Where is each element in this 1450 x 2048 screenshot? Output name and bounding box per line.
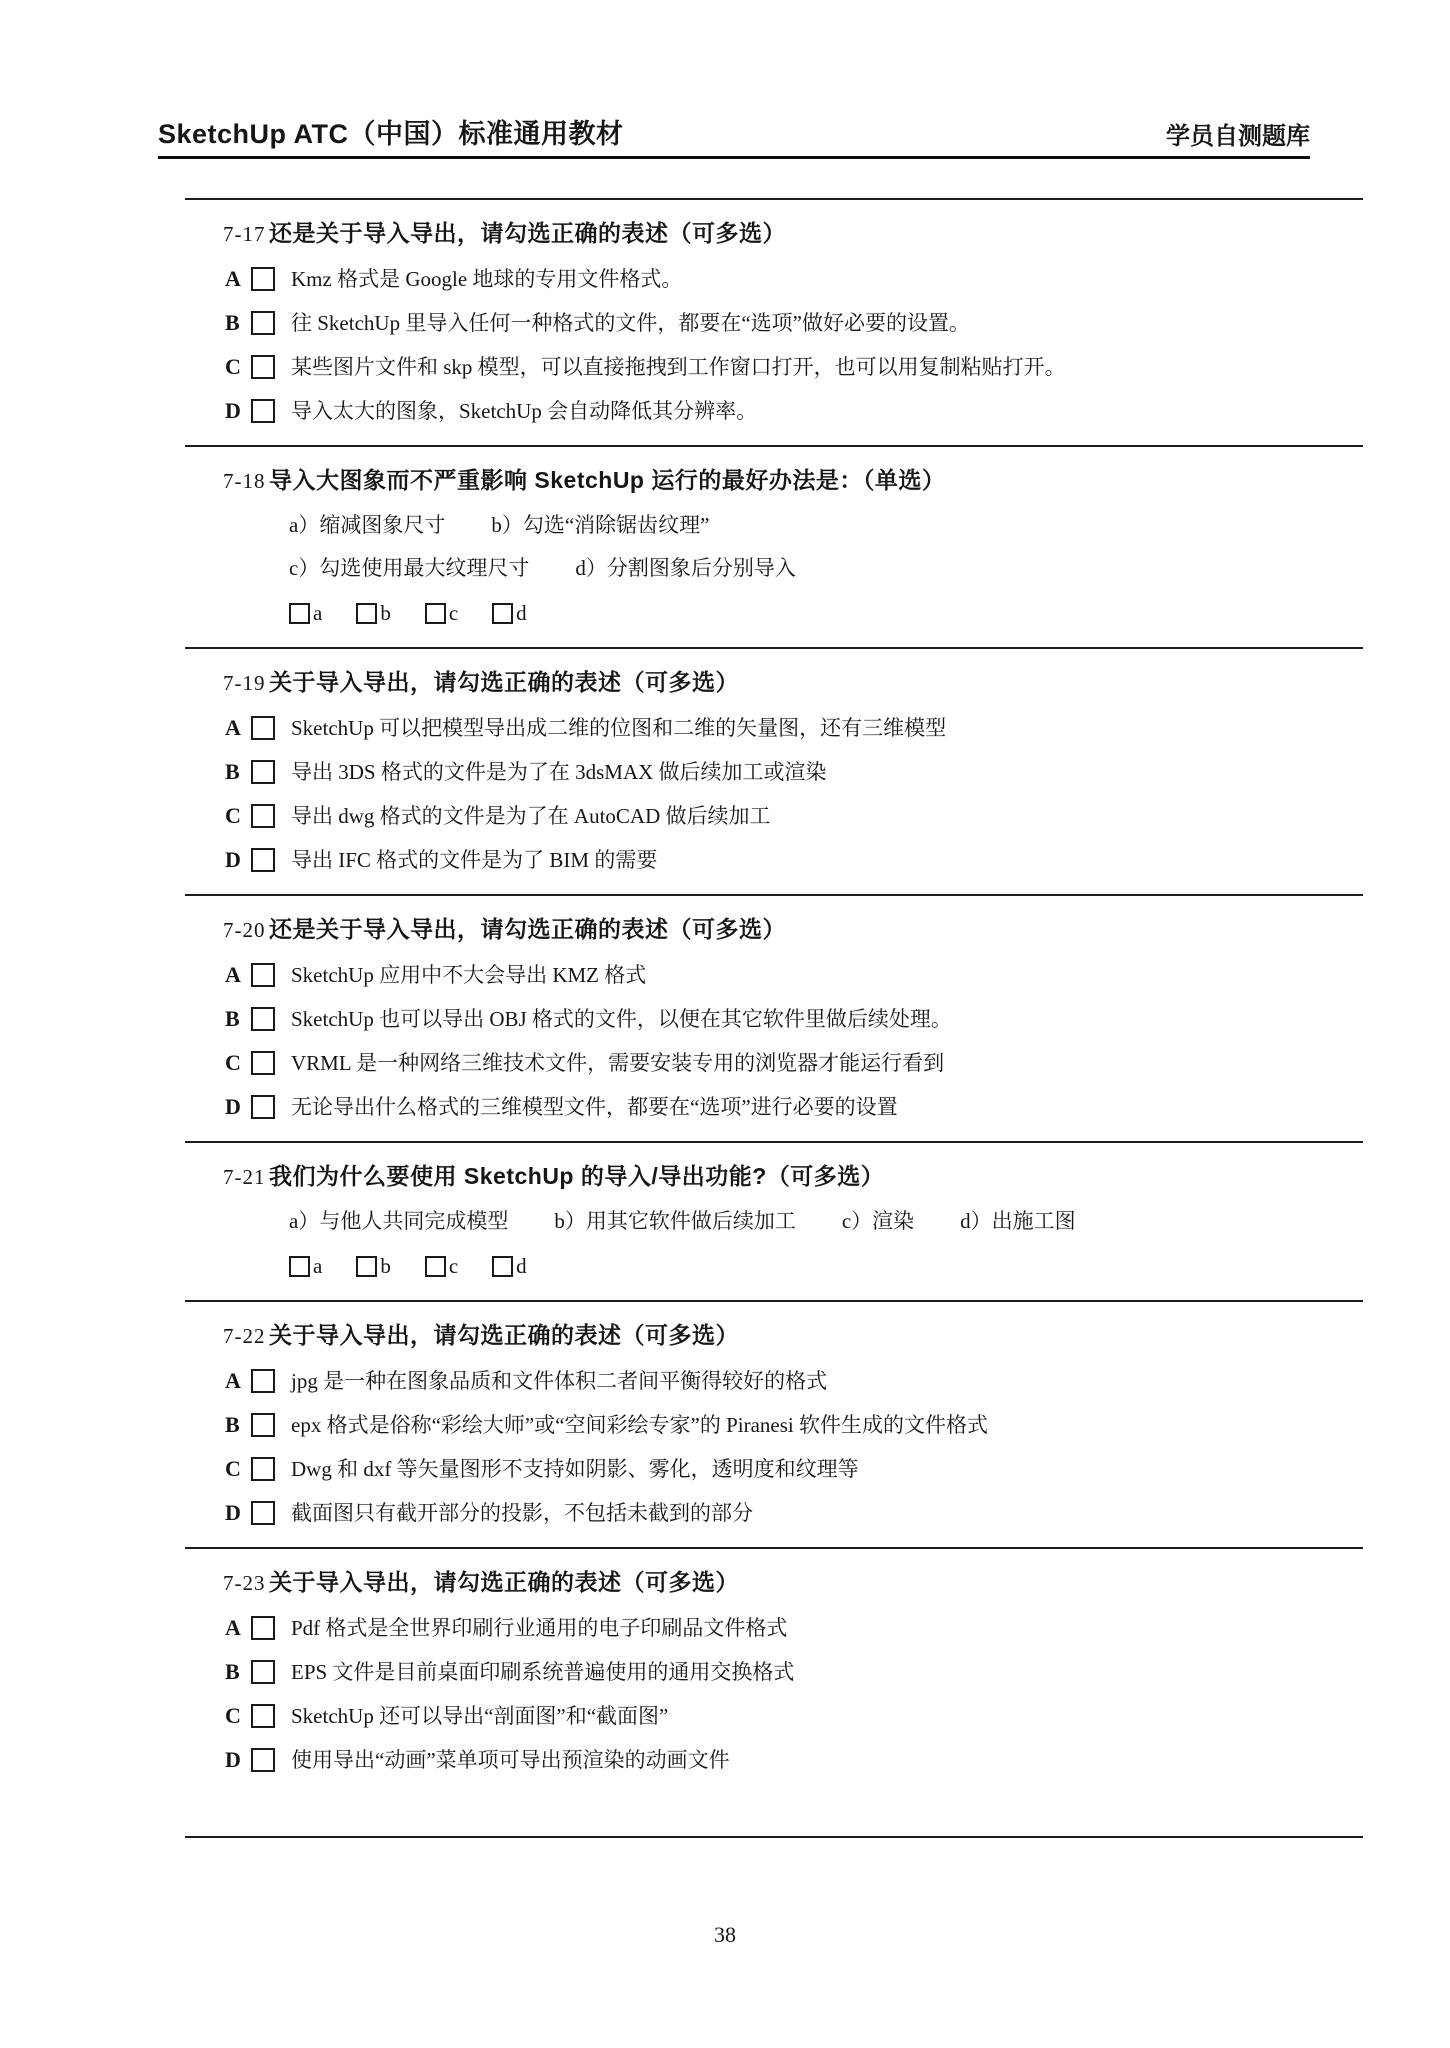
question-number: 7-20 [223, 918, 266, 942]
choice-line [185, 510, 1363, 541]
option-text: 某些图片文件和 skp 模型，可以直接拖拽到工作窗口打开，也可以用复制粘贴打开。 [291, 355, 1066, 379]
option-letter: B [225, 759, 240, 784]
option-checkbox[interactable] [251, 1457, 275, 1481]
choice-line [185, 553, 1363, 584]
question-head [185, 216, 1363, 251]
page-header [158, 112, 1310, 159]
option-letter: D [225, 1500, 241, 1525]
answer-label: b [380, 601, 391, 625]
option-checkbox[interactable] [251, 716, 275, 740]
answer-label: d [516, 1254, 527, 1278]
option-text: Kmz 格式是 Google 地球的专用文件格式。 [291, 267, 683, 291]
option-row [185, 959, 1363, 991]
option-row [185, 1091, 1363, 1123]
question-head [185, 912, 1363, 947]
bottom-rule [185, 1836, 1363, 1838]
option-checkbox[interactable] [251, 1095, 275, 1119]
option-row [185, 1700, 1363, 1732]
question-7-17 [185, 198, 1363, 445]
option-text: 使用导出“动画”菜单项可导出预渲染的动画文件 [291, 1748, 730, 1772]
option-checkbox[interactable] [251, 804, 275, 828]
option-text: Pdf 格式是全世界印刷行业通用的电子印刷品文件格式 [291, 1616, 788, 1640]
option-text: epx 格式是俗称“彩绘大师”或“空间彩绘专家”的 Piranesi 软件生成的文件格式 [291, 1413, 989, 1437]
option-row [185, 307, 1363, 339]
option-text: SketchUp 还可以导出“剖面图”和“截面图” [291, 1704, 669, 1728]
option-text: EPS 文件是目前桌面印刷系统普遍使用的通用交换格式 [291, 1660, 795, 1684]
choice-segment: c）渲染 [841, 1209, 915, 1233]
option-letter: D [225, 1094, 241, 1119]
answer-checkbox[interactable] [425, 603, 446, 624]
option-text: 导出 IFC 格式的文件是为了 BIM 的需要 [291, 848, 658, 872]
answer-item [289, 1251, 322, 1282]
option-text: 导出 3DS 格式的文件是为了在 3dsMAX 做后续加工或渲染 [291, 760, 827, 784]
answer-checkbox[interactable] [356, 603, 377, 624]
question-7-23 [185, 1547, 1363, 1794]
option-text: jpg 是一种在图象品质和文件体积二者间平衡得较好的格式 [291, 1369, 828, 1393]
question-number: 7-19 [223, 671, 266, 695]
option-row [185, 351, 1363, 383]
answer-label: b [380, 1254, 391, 1278]
answer-row [185, 1251, 1363, 1282]
answer-row [185, 598, 1363, 629]
option-letter: A [225, 715, 241, 740]
option-letter: D [225, 398, 241, 423]
question-title: 关于导入导出，请勾选正确的表述（可多选） [269, 1322, 739, 1348]
answer-checkbox[interactable] [356, 1256, 377, 1277]
option-checkbox[interactable] [251, 355, 275, 379]
question-head [185, 1565, 1363, 1600]
question-title: 还是关于导入导出，请勾选正确的表述（可多选） [269, 220, 786, 246]
answer-checkbox[interactable] [289, 603, 310, 624]
question-7-20 [185, 894, 1363, 1141]
choice-segment: c）勾选使用最大纹理尺寸 [289, 556, 530, 580]
option-text: 无论导出什么格式的三维模型文件，都要在“选项”进行必要的设置 [291, 1095, 898, 1119]
option-row [185, 1453, 1363, 1485]
option-row [185, 263, 1363, 295]
option-checkbox[interactable] [251, 1007, 275, 1031]
option-text: 导出 dwg 格式的文件是为了在 AutoCAD 做后续加工 [291, 804, 771, 828]
option-letter: A [225, 266, 241, 291]
option-letter: A [225, 1615, 241, 1640]
choice-segment: b）勾选“消除锯齿纹理” [491, 513, 710, 537]
option-letter: C [225, 1456, 241, 1481]
option-row [185, 1744, 1363, 1776]
option-text: SketchUp 应用中不大会导出 KMZ 格式 [291, 963, 647, 987]
option-checkbox[interactable] [251, 1413, 275, 1437]
option-row [185, 1612, 1363, 1644]
choice-segment: d）出施工图 [960, 1209, 1076, 1233]
option-letter: B [225, 310, 240, 335]
option-text: 往 SketchUp 里导入任何一种格式的文件，都要在“选项”做好必要的设置。 [291, 311, 970, 335]
answer-label: d [516, 601, 527, 625]
option-letter: D [225, 1747, 241, 1772]
question-head [185, 1318, 1363, 1353]
option-checkbox[interactable] [251, 1660, 275, 1684]
answer-label: c [448, 601, 459, 625]
answer-label: a [313, 1254, 323, 1278]
question-head [185, 665, 1363, 700]
option-row [185, 756, 1363, 788]
option-checkbox[interactable] [251, 848, 275, 872]
option-row [185, 800, 1363, 832]
option-checkbox[interactable] [251, 1051, 275, 1075]
option-row [185, 844, 1363, 876]
answer-item [425, 598, 458, 629]
option-row [185, 395, 1363, 427]
option-checkbox[interactable] [251, 963, 275, 987]
answer-checkbox[interactable] [425, 1256, 446, 1277]
option-letter: A [225, 962, 241, 987]
option-row [185, 1409, 1363, 1441]
option-letter: C [225, 803, 241, 828]
question-7-21 [185, 1141, 1363, 1300]
question-7-18 [185, 445, 1363, 647]
answer-checkbox[interactable] [289, 1256, 310, 1277]
answer-item [492, 1251, 527, 1282]
option-checkbox[interactable] [251, 1501, 275, 1525]
option-checkbox[interactable] [251, 1748, 275, 1772]
answer-item [425, 1251, 458, 1282]
question-title: 我们为什么要使用 SketchUp 的导入/导出功能?（可多选） [269, 1163, 885, 1189]
option-checkbox[interactable] [251, 399, 275, 423]
question-title: 关于导入导出，请勾选正确的表述（可多选） [269, 669, 739, 695]
option-row [185, 712, 1363, 744]
option-text: 导入太大的图象，SketchUp 会自动降低其分辨率。 [291, 399, 758, 423]
header-title-right: 学员自测题库 [1166, 123, 1310, 150]
option-text: VRML 是一种网络三维技术文件，需要安装专用的浏览器才能运行看到 [291, 1051, 945, 1075]
question-list [185, 198, 1363, 1838]
option-checkbox[interactable] [251, 311, 275, 335]
answer-item [356, 598, 391, 629]
option-letter: A [225, 1368, 241, 1393]
option-letter: D [225, 847, 241, 872]
option-letter: C [225, 1050, 241, 1075]
option-letter: C [225, 354, 241, 379]
question-head [185, 1159, 1363, 1194]
option-row [185, 1365, 1363, 1397]
page-number: 38 [714, 1922, 736, 1947]
question-number: 7-23 [223, 1571, 266, 1595]
option-row [185, 1047, 1363, 1079]
choice-segment: a）缩减图象尺寸 [289, 513, 446, 537]
option-text: Dwg 和 dxf 等矢量图形不支持如阴影、雾化，透明度和纹理等 [291, 1457, 859, 1481]
option-letter: B [225, 1659, 240, 1684]
question-7-19 [185, 647, 1363, 894]
option-letter: B [225, 1006, 240, 1031]
question-head [185, 463, 1363, 498]
option-text: SketchUp 可以把模型导出成二维的位图和二维的矢量图，还有三维模型 [291, 716, 947, 740]
option-letter: B [225, 1412, 240, 1437]
answer-item [356, 1251, 391, 1282]
option-checkbox[interactable] [251, 760, 275, 784]
choice-segment: d）分割图象后分别导入 [575, 556, 796, 580]
answer-item [492, 598, 527, 629]
choice-line [185, 1206, 1363, 1237]
question-number: 7-22 [223, 1324, 266, 1348]
option-checkbox[interactable] [251, 1369, 275, 1393]
answer-checkbox[interactable] [492, 603, 513, 624]
answer-label: c [448, 1254, 459, 1278]
question-number: 7-17 [223, 222, 266, 246]
question-7-22 [185, 1300, 1363, 1547]
option-row [185, 1656, 1363, 1688]
option-row [185, 1003, 1363, 1035]
answer-label: a [313, 601, 323, 625]
question-number: 7-18 [223, 469, 266, 493]
question-title: 关于导入导出，请勾选正确的表述（可多选） [269, 1569, 739, 1595]
choice-segment: a）与他人共同完成模型 [289, 1209, 509, 1233]
answer-item [289, 598, 322, 629]
answer-checkbox[interactable] [492, 1256, 513, 1277]
question-title: 导入大图象而不严重影响 SketchUp 运行的最好办法是：（单选） [269, 467, 946, 493]
option-row [185, 1497, 1363, 1529]
option-checkbox[interactable] [251, 1616, 275, 1640]
question-number: 7-21 [223, 1165, 266, 1189]
option-text: SketchUp 也可以导出 OBJ 格式的文件，以便在其它软件里做后续处理。 [291, 1007, 952, 1031]
option-checkbox[interactable] [251, 267, 275, 291]
header-title-left: SketchUp ATC（中国）标准通用教材 [158, 119, 624, 149]
option-text: 截面图只有截开部分的投影，不包括未截到的部分 [291, 1501, 753, 1525]
option-letter: C [225, 1703, 241, 1728]
question-title: 还是关于导入导出，请勾选正确的表述（可多选） [269, 916, 786, 942]
choice-segment: b）用其它软件做后续加工 [554, 1209, 796, 1233]
option-checkbox[interactable] [251, 1704, 275, 1728]
